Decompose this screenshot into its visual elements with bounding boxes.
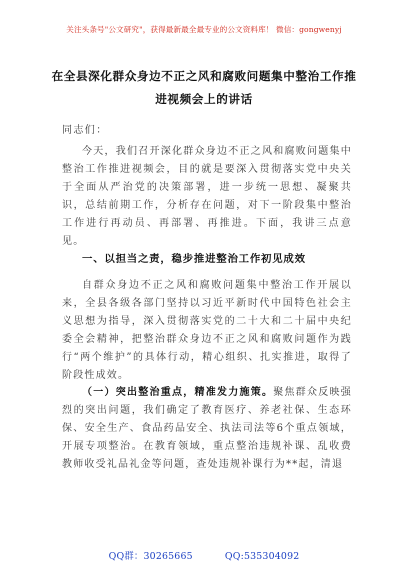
subsection-1-body: 聚焦群众反映强烈的突出问题，我们确定了教育医疗、养老社保、生态环保、安全生产、食品药品安全、执法司法等6个重点领域，开展专项整治。在教育领域，重点整治违规补课、乱收费教师收受礼品礼金等问题，查处违规补课行为**起，清退 — [62, 387, 352, 470]
top-banner: 关注头条号"公文研究"，获得最新最全最专业的公文资料库！ 微信：gongwenyj — [66, 25, 342, 34]
section-1-heading: 一、以担当之责，稳步推进整治工作初见成效 — [82, 253, 306, 265]
footer-contact — [0, 548, 408, 562]
document-title-line-2: 进视频会上的讲话 — [155, 92, 253, 106]
footer-qq-group: QQ群：30265665 — [108, 551, 193, 562]
footer-qq: QQ:535304092 — [224, 551, 300, 562]
intro-paragraph: 今天，我们召开深化群众身边不正之风和腐败问题集中整治工作推进视频会，目的就是要深入贯彻落实党中央关于全面从严治党的决策部署，进一步统一思想、凝聚共识，总结前期工作，分析存在问题，对下一阶段集中整治工作进行再动员、再部署、再推进。下面，我讲三点意见。 — [62, 146, 352, 247]
salutation: 同志们： — [62, 125, 108, 136]
subsection-1-paragraph — [62, 384, 352, 474]
document-title-line-1: 在全县深化群众身边不正之风和腐败问题集中整治工作推 — [51, 69, 357, 83]
subsection-1-heading: （一）突出整治重点，精准发力施策。 — [82, 387, 274, 398]
section-1-paragraph: 自群众身边不正之风和腐败问题集中整治工作开展以来，全县各级各部门坚持以习近平新时代中国特色社会主义思想为指导，深入贯彻落实党的二十大和二十届中央纪委全会精神，把整治群众身边不正之风和腐败问题作为践行“两个维护”的具体行动，精心组织、扎实推进，取得了阶段性成效。 — [62, 280, 352, 381]
